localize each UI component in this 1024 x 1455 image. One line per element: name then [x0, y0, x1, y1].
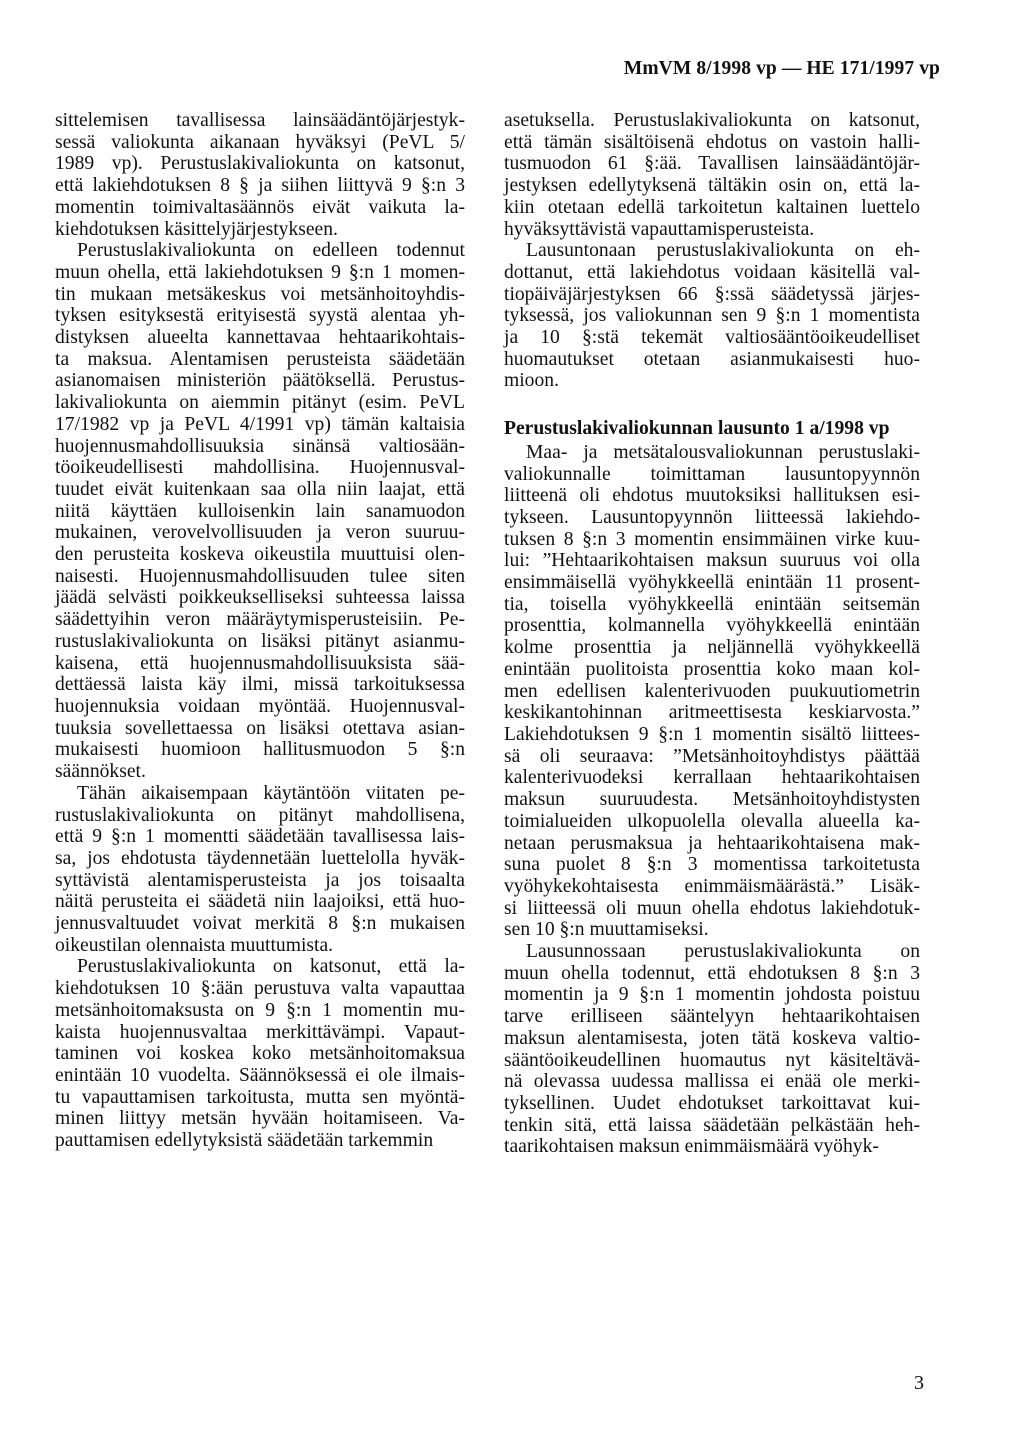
text-line: hyväksyttävistä vapauttamisperusteista. — [504, 218, 815, 240]
text-line: oikeustilan olennaista muuttumista. — [55, 934, 334, 956]
text-line: liitteenä oli ehdotus muutoksiksi hallituksen esi- — [504, 485, 920, 507]
text-line: jestyksen edellytyksenä tältäkin osin on, että la- — [504, 175, 920, 197]
text-line: kaisena, että huojennusmahdollisuuksista sää- — [55, 652, 465, 674]
text-line: sa, jos ehdotusta täydennetään luettelolla hyväk- — [55, 847, 465, 869]
text-line: jäädä selvästi poikkeukselliseksi suhteessa laissa — [55, 587, 465, 609]
text-line: nä olevassa uudessa mallissa ei enää ole merki- — [504, 1071, 920, 1093]
text-line: ta maksua. Alentamisen perusteista säädetään — [55, 348, 465, 370]
text-line: rustuslakivaliokunta on lisäksi pitänyt asianmu- — [55, 630, 465, 652]
text-line: muun ohella todennut, että ehdotuksen 8 §:n 3 — [504, 962, 920, 984]
text-line: huojennusmahdollisuuksia sinänsä valtiosään- — [55, 435, 465, 457]
paragraph — [504, 110, 920, 240]
text-line: den perusteita koskeva oikeustila muuttuisi olen- — [55, 544, 465, 566]
paragraph — [504, 240, 920, 392]
paragraph — [55, 783, 465, 957]
text-line: Maa- ja metsätalousvaliokunnan perustuslaki- — [526, 441, 920, 463]
text-line: kolme prosenttia ja neljännellä vyöhykkeellä — [504, 637, 920, 659]
left-column — [55, 110, 465, 1152]
page-number: 3 — [914, 1372, 924, 1394]
text-line: asianomaisen ministeriön päätöksellä. Perustus- — [55, 370, 465, 392]
text-line: että 9 §:n 1 momentti säädetään tavallisessa lais- — [55, 826, 465, 848]
text-line: valiokunnalle toimittaman lausuntopyynnön — [504, 463, 920, 485]
running-head: MmVM 8/1998 vp — HE 171/1997 vp — [623, 58, 940, 79]
text-line: distyksen alueelta kannettavaa hehtaarikohtais- — [55, 327, 465, 349]
text-line: ja 10 §:stä tekemät valtiosääntöoikeudelliset — [504, 327, 920, 349]
text-line: kiin otetaan edellä tarkoitetun kaltainen luettelo — [504, 196, 920, 218]
text-line: dettäessä laista käy ilmi, missä tarkoituksessa — [55, 674, 465, 696]
text-line: tusmuodon 61 §:ää. Tavallisen lainsäädäntöjär- — [504, 153, 920, 175]
text-line: tin mukaan metsäkeskus voi metsänhoitoyhdis- — [55, 283, 465, 305]
text-line: momentin ja 9 §:n 1 momentin johdosta poistuu — [504, 984, 920, 1006]
text-line: Lausunnossaan perustuslakivaliokunta on — [526, 941, 920, 963]
text-line: että lakiehdotuksen 8 § ja siihen liittyvä 9 §:n 3 — [55, 175, 465, 197]
text-line: asetuksella. Perustuslakivaliokunta on katsonut, — [504, 110, 920, 131]
text-line: mukainen, verovelvollisuuden ja veron suuruu- — [55, 522, 465, 544]
right-column — [504, 110, 920, 1158]
text-line: mioon. — [504, 370, 559, 392]
text-line: tarve erilliseen sääntelyyn hehtaarikohtaisen — [504, 1006, 920, 1028]
text-line: toimialueiden ulkopuolella olevalla alueella ka- — [504, 810, 920, 832]
text-line: sä oli seuraava: ”Metsänhoitoyhdistys päättää — [504, 745, 920, 767]
text-line: kaista huojennusvaltaa merkittävämpi. Vapaut- — [55, 1021, 465, 1043]
text-line: taarikohtaisen maksun enimmäismäärä vyöhyk- — [504, 1136, 879, 1158]
text-line: että tämän sisältöisenä ehdotus on vastoin halli- — [504, 131, 920, 153]
paragraph — [55, 240, 465, 783]
text-line: kiehdotuksen käsittelyjärjestykseen. — [55, 218, 338, 240]
text-line: vyöhykekohtaisesta enimmäismäärästä.” Lisäk- — [504, 875, 920, 897]
paragraph — [55, 110, 465, 240]
text-line: syttävistä alentamisperusteista ja jos toisaalta — [55, 869, 465, 891]
text-line: tuuksia sovellettaessa on lisäksi otettava asian- — [55, 717, 465, 739]
text-line: huojennuksia voidaan myöntää. Huojennusval- — [55, 695, 465, 717]
text-line: men edellisen kalenterivuoden puukuutiometrin — [504, 680, 920, 702]
text-line: enintään puolitoista prosenttia koko maan kol- — [504, 658, 920, 680]
paragraph — [504, 442, 920, 941]
text-line: tu vapauttamisen tarkoitusta, mutta sen myöntä- — [55, 1086, 465, 1108]
text-line: säännökset. — [55, 761, 146, 783]
text-line: tyksessä, jos valiokunnan sen 9 §:n 1 momentista — [504, 305, 920, 327]
text-line: prosenttia, kolmannella vyöhykkeellä enintään — [504, 615, 920, 637]
text-line: muun ohella, että lakiehdotuksen 9 §:n 1 momen- — [55, 261, 465, 283]
text-line: rustuslakivaliokunta on pitänyt mahdollisena, — [55, 804, 465, 826]
text-line: lui: ”Hehtaarikohtaisen maksun suuruus voi olla — [504, 550, 920, 572]
text-line: tuksen 8 §:n 3 momentin ensimmäinen virke kuu- — [504, 528, 920, 550]
text-line: Tähän aikaisempaan käytäntöön viitaten pe- — [77, 782, 465, 804]
paragraph — [504, 941, 920, 1158]
text-line: tuudet eivät kuitenkaan saa olla niin laajat, että — [55, 478, 465, 500]
text-line: sääntöoikeudellinen huomautus nyt käsiteltävä- — [504, 1049, 920, 1071]
text-line: si liitteessä oli muun ohella ehdotus lakiehdotuk- — [504, 897, 920, 919]
text-line: keskikantohinnan aritmeettisesta keskiarvosta.” — [504, 702, 920, 724]
text-line: Lakiehdotuksen 9 §:n 1 momentin sisältö liittees- — [504, 723, 920, 745]
text-line: ensimmäisellä vyöhykkeellä enintään 11 prosent- — [504, 572, 920, 594]
text-line: maksun alentamisesta, joten tätä koskeva valtio- — [504, 1027, 920, 1049]
text-line: 1989 vp). Perustuslakivaliokunta on katsonut, — [55, 153, 465, 175]
text-line: taminen voi koskea koko metsänhoitomaksua — [55, 1043, 465, 1065]
text-line: Perustuslakivaliokunta on edelleen todennut — [77, 240, 465, 262]
text-line: säädettyihin veron määräytymisperusteisiin. Pe- — [55, 609, 465, 631]
text-line: mukaisesti huomioon hallitusmuodon 5 §:n — [55, 739, 465, 761]
text-line: minen liittyy metsän hyvään hoitamiseen. Va- — [55, 1108, 465, 1130]
text-line: sen 10 §:n muuttamiseksi. — [504, 919, 709, 941]
text-line: dottanut, että lakiehdotus voidaan käsitellä val- — [504, 261, 920, 283]
paragraph — [55, 956, 465, 1151]
text-line: tia, toisella vyöhykkeellä enintään seitsemän — [504, 593, 920, 615]
text-line: töoikeudellisesti mahdollisina. Huojennusval- — [55, 457, 465, 479]
text-line: Lausuntonaan perustuslakivaliokunta on eh- — [526, 240, 920, 262]
text-line: tenkin sitä, että laissa säädetään pelkästään heh- — [504, 1114, 920, 1136]
text-line: tyksellinen. Uudet ehdotukset tarkoittavat kui- — [504, 1092, 920, 1114]
text-line: maksun suuruudesta. Metsänhoitoyhdistysten — [504, 789, 920, 811]
text-line: lakivaliokunta on aiemmin pitänyt (esim. PeVL — [55, 392, 465, 414]
text-line: Perustuslakivaliokunta on katsonut, että la- — [77, 956, 465, 978]
text-line: jennusvaltuudet voivat merkitä 8 §:n mukaisen — [55, 913, 465, 935]
text-line: tiopäiväjärjestyksen 66 §:ssä säädetyssä järjes- — [504, 283, 920, 305]
text-line: kalenterivuodeksi kerrallaan hehtaarikohtaisen — [504, 767, 920, 789]
section-heading: Perustuslakivaliokunnan lausunto 1 a/1998 vp — [504, 418, 890, 440]
text-line: metsänhoitomaksusta on 9 §:n 1 momentin mu- — [55, 999, 465, 1021]
text-line: tyksen esityksestä erityisestä syystä alentaa yh- — [55, 305, 465, 327]
text-line: kiehdotuksen 10 §:ään perustuva valta vapauttaa — [55, 978, 465, 1000]
text-line: sittelemisen tavallisessa lainsäädäntöjärjestyk- — [55, 110, 465, 131]
text-line: pauttamisen edellytyksistä säädetään tarkemmin — [55, 1130, 434, 1152]
text-line: huomautukset otetaan asianmukaisesti huo- — [504, 348, 920, 370]
text-line: suna puolet 8 §:n 3 momentissa tarkoitetusta — [504, 854, 920, 876]
text-line: niitä käyttäen kulloisenkin lain sanamuodon — [55, 500, 465, 522]
text-line: enintään 10 vuodelta. Säännöksessä ei ole ilmais- — [55, 1064, 465, 1086]
text-line: naisesti. Huojennusmahdollisuuden tulee siten — [55, 565, 465, 587]
text-line: netaan perusmaksua ja hehtaarikohtaisena mak- — [504, 832, 920, 854]
text-line: momentin toimivaltasäännös eivät vaikuta la- — [55, 196, 465, 218]
text-line: sessä valiokunta aikanaan hyväksyi (PeVL 5/ — [55, 131, 465, 153]
text-line: näitä perusteita ei säädetä niin laajoiksi, että huo- — [55, 891, 465, 913]
text-line: 17/1982 vp ja PeVL 4/1991 vp) tämän kaltaisia — [55, 413, 465, 435]
text-line: tykseen. Lausuntopyynnön liitteessä lakiehdo- — [504, 506, 920, 528]
